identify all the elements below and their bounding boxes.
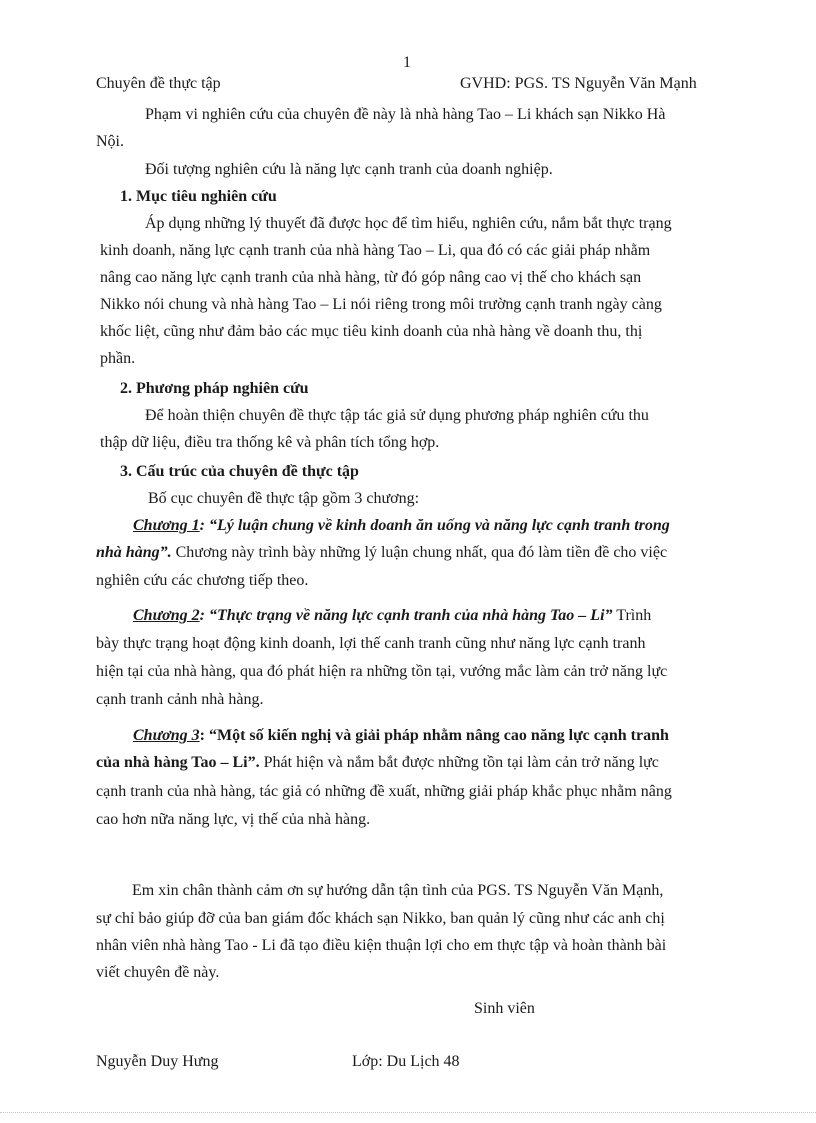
chapter-3-line-3: cạnh tranh của nhà hàng, tác giả có những đề xuất, những giải pháp khắc phục nhằm nâng [96,783,672,800]
section-3-heading: 3. Cấu trúc của chuyên đề thực tập [120,463,359,480]
chapter-2-title-line-1 [133,606,651,626]
chapter-1-title: : “Lý luận chung về kinh doanh ăn uống và năng lực cạnh tranh trong [199,517,670,534]
chapter-1-title-line-1 [133,516,670,536]
chapter-3-line-2 [96,753,659,773]
section-1-line: nâng cao năng lực cạnh tranh của nhà hàng, từ đó góp nâng cao vị thế cho khách sạn [100,269,642,286]
chapter-3-line-4: cao hơn nữa năng lực, vị thế của nhà hàng. [96,811,371,828]
section-1-line: Nikko nói chung và nhà hàng Tao – Li nói riêng trong môi trường cạnh tranh ngày càng [100,296,662,313]
chapter-2-desc-start: Trình [612,607,652,624]
header-left: Chuyên đề thực tập [96,75,221,92]
thanks-line: sự chỉ bảo giúp đỡ của ban giám đốc khách sạn Nikko, ban quản lý cũng như các anh chị [96,910,665,927]
footer-divider [0,1112,816,1113]
scope-line-1: Phạm vi nghiên cứu của chuyên đề này là nhà hàng Tao – Li khách sạn Nikko Hà [145,106,666,123]
chapter-3-label: Chương 3 [133,727,200,744]
chapter-1-line-2 [96,543,667,563]
student-class: Lớp: Du Lịch 48 [352,1053,460,1070]
section-1-line: khốc liệt, cũng như đảm bảo các mục tiêu kinh doanh của nhà hàng về doanh thu, thị [100,323,643,340]
section-1-heading: 1. Mục tiêu nghiên cứu [120,188,277,205]
chapter-2-line-2: bày thực trạng hoạt động kinh doanh, lợi thế canh tranh cũng như năng lực cạnh tranh [96,635,646,652]
header-right: GVHD: PGS. TS Nguyễn Văn Mạnh [460,75,697,92]
scope-line-2: Nội. [96,133,124,150]
section-2-line: thập dữ liệu, điều tra thống kê và phân tích tổng hợp. [100,434,440,451]
chapter-3-title-end: của nhà hàng Tao – Li”. [96,754,260,771]
signature-role: Sinh viên [474,1000,535,1017]
chapter-2-title: : “Thực trạng về năng lực cạnh tranh của nhà hàng Tao – Li” [199,607,613,624]
chapter-2-line-4: cạnh tranh cảnh nhà hàng. [96,691,264,708]
chapter-3-desc: Phát hiện và nắm bắt được những tồn tại làm cản trở năng lực [259,754,659,771]
section-2-heading: 2. Phương pháp nghiên cứu [120,380,309,397]
chapter-2-label: Chương 2 [133,607,200,624]
page-number: 1 [403,54,411,71]
chapter-2-line-3: hiện tại của nhà hàng, qua đó phát hiện ra những tồn tại, vướng mắc làm cản trở năng lực [96,663,668,680]
thanks-line: viết chuyên đề này. [96,964,220,981]
chapter-1-line-3: nghiên cứu các chương tiếp theo. [96,572,309,589]
section-1-line: phần. [100,350,136,367]
thanks-line: nhân viên nhà hàng Tao - Li đã tạo điều kiện thuận lợi cho em thực tập và hoàn thành bài [96,937,667,954]
section-1-line: kinh doanh, năng lực cạnh tranh của nhà hàng Tao – Li, qua đó có các giải pháp nhằm [100,242,651,259]
object-line: Đối tượng nghiên cứu là năng lực cạnh tranh của doanh nghiệp. [145,161,553,178]
section-1-line: Áp dụng những lý thuyết đã được học để tìm hiểu, nghiên cứu, nắm bắt thực trạng [145,215,672,232]
chapter-1-desc: Chương này trình bày những lý luận chung nhất, qua đó làm tiền đề cho việc [171,544,668,561]
chapter-1-label: Chương 1 [133,517,200,534]
section-3-intro: Bố cục chuyên đề thực tập gồm 3 chương: [148,490,420,507]
chapter-1-title-end: nhà hàng”. [96,544,172,561]
section-2-line: Để hoàn thiện chuyên đề thực tập tác giả sử dụng phương pháp nghiên cứu thu [145,407,649,424]
chapter-3-title: : “Một số kiến nghị và giải pháp nhằm nâng cao năng lực cạnh tranh [199,727,669,744]
thanks-line: Em xin chân thành cảm ơn sự hướng dẫn tận tình của PGS. TS Nguyễn Văn Mạnh, [132,882,664,899]
student-name: Nguyễn Duy Hưng [96,1053,219,1070]
chapter-3-title-line-1 [133,726,669,746]
